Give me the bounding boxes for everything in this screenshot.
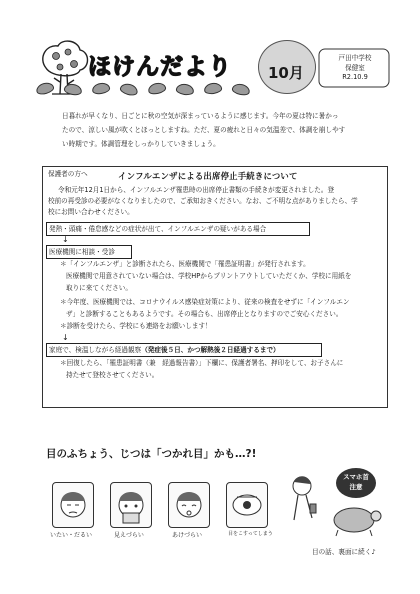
notice-para-3: 校にお問い合わせください。 (48, 208, 134, 216)
intro-line-3: い時期です。体調管理をしっかりしていきましょう。 (62, 140, 220, 148)
step-3-label: 家庭で、検温しながら経過観察 (49, 346, 142, 354)
notice-para-2: 校前の再受診の必要がなくなりましたので、ご承知おきください。なお、ご不明な点がありましたら、学 (48, 197, 358, 205)
rubbing-eyes-illustration (226, 482, 268, 528)
step-2-text: 医療機関に相談・受診 (49, 248, 115, 256)
arrow-down-icon: ↓ (62, 333, 69, 342)
month-label: 10月 (268, 64, 304, 82)
badge-line-2: 注意 (349, 483, 363, 491)
caption-rubbing: 目をこすってしまう (228, 531, 273, 537)
step-3-text (47, 344, 321, 356)
step-2-note-f: ＊診断を受けたら、学校にも連絡をお願いします！ (60, 322, 212, 330)
notice-heading: インフルエンザによる出席停止手続きについて (118, 171, 298, 181)
step-3-box (46, 343, 322, 357)
step-2-box (46, 245, 132, 259)
issue-date: R2.10.9 (342, 73, 368, 81)
caption-hard-to-open: あけづらい (172, 532, 203, 539)
phone-posture-illustration (282, 470, 382, 540)
arrow-down-icon: ↓ (62, 235, 69, 244)
step-2-note-c: 取りに来てください。 (66, 284, 132, 292)
step-3-condition: （発症後５日、かつ解熱後２日経過するまで） (141, 346, 280, 354)
newsletter-title: ほけんだより (88, 54, 232, 80)
leaf-icon (231, 82, 251, 97)
notice-para-1: 令和元年12月1日から、インフルエンザ罹患時の出席停止書類の手続きが変更されました。登 (58, 186, 335, 194)
hard-to-open-illustration (168, 482, 210, 528)
leaf-icon (203, 82, 222, 95)
intro-line-2: たので、涼しい風が吹くとほっとしますね。ただ、夏の疲れと日々の気温差で、体調を崩しやす (62, 126, 346, 134)
continued-note: 目の話、裏面に続く♪ (312, 548, 376, 556)
step-2-note-a: ＊「インフルエンザ」と診断されたら、医療機関で「罹患証明書」が発行されます。 (60, 260, 310, 268)
leaf-icon (91, 82, 111, 96)
step-3-note-a: ＊回復したら、「罹患証明書（兼 経過報告書）」下欄に、保護者署名、押印をして、お子さんに (60, 359, 344, 367)
leaf-icon (175, 83, 194, 96)
step-2-note-b: 医療機関で用意されていない場合は、学校HPからプリントアウトしていただくか、学校に用紙を (66, 272, 352, 280)
eye-section-title: 目のふちょう、じつは「つかれ目」かも…?! (46, 448, 257, 460)
notice-recipient: 保護者の方へ (48, 170, 88, 178)
blurry-vision-illustration (110, 482, 152, 528)
step-2-note-d: ＊今年度、医療機関では、コロナウイルス感染症対策により、従来の検査をせずに「インフルエン (60, 298, 350, 306)
step-1-box (46, 222, 310, 236)
school-info-frame (318, 48, 390, 88)
office-name: 保健室 (345, 63, 365, 72)
step-1-text: 発熱・頭痛・倦怠感などの症状が出て、インフルエンザの疑いがある場合 (49, 225, 267, 233)
leaf-border (30, 82, 260, 94)
leaf-icon (119, 82, 139, 97)
leaf-icon (35, 81, 55, 96)
caption-hard-to-see: 見えづらい (114, 532, 144, 539)
step-2-note-e: ザ」と診断することもあるようです。その場合も、出席停止となりますのでご安心ください。 (66, 310, 343, 318)
school-name: 戸田中学校 (338, 54, 372, 62)
leaf-icon (147, 81, 167, 96)
step-3-note-b: 持たせて登校させてください。 (66, 371, 159, 379)
intro-line-1: 日暮れが早くなり、日ごとに秋の空気が深まっているように感じます。今年の夏は特に暑かっ (62, 112, 339, 120)
tired-eyes-illustration (52, 482, 94, 528)
badge-line-1: スマホ首 (343, 473, 369, 481)
caption-pain: いたい・だるい (50, 532, 93, 539)
